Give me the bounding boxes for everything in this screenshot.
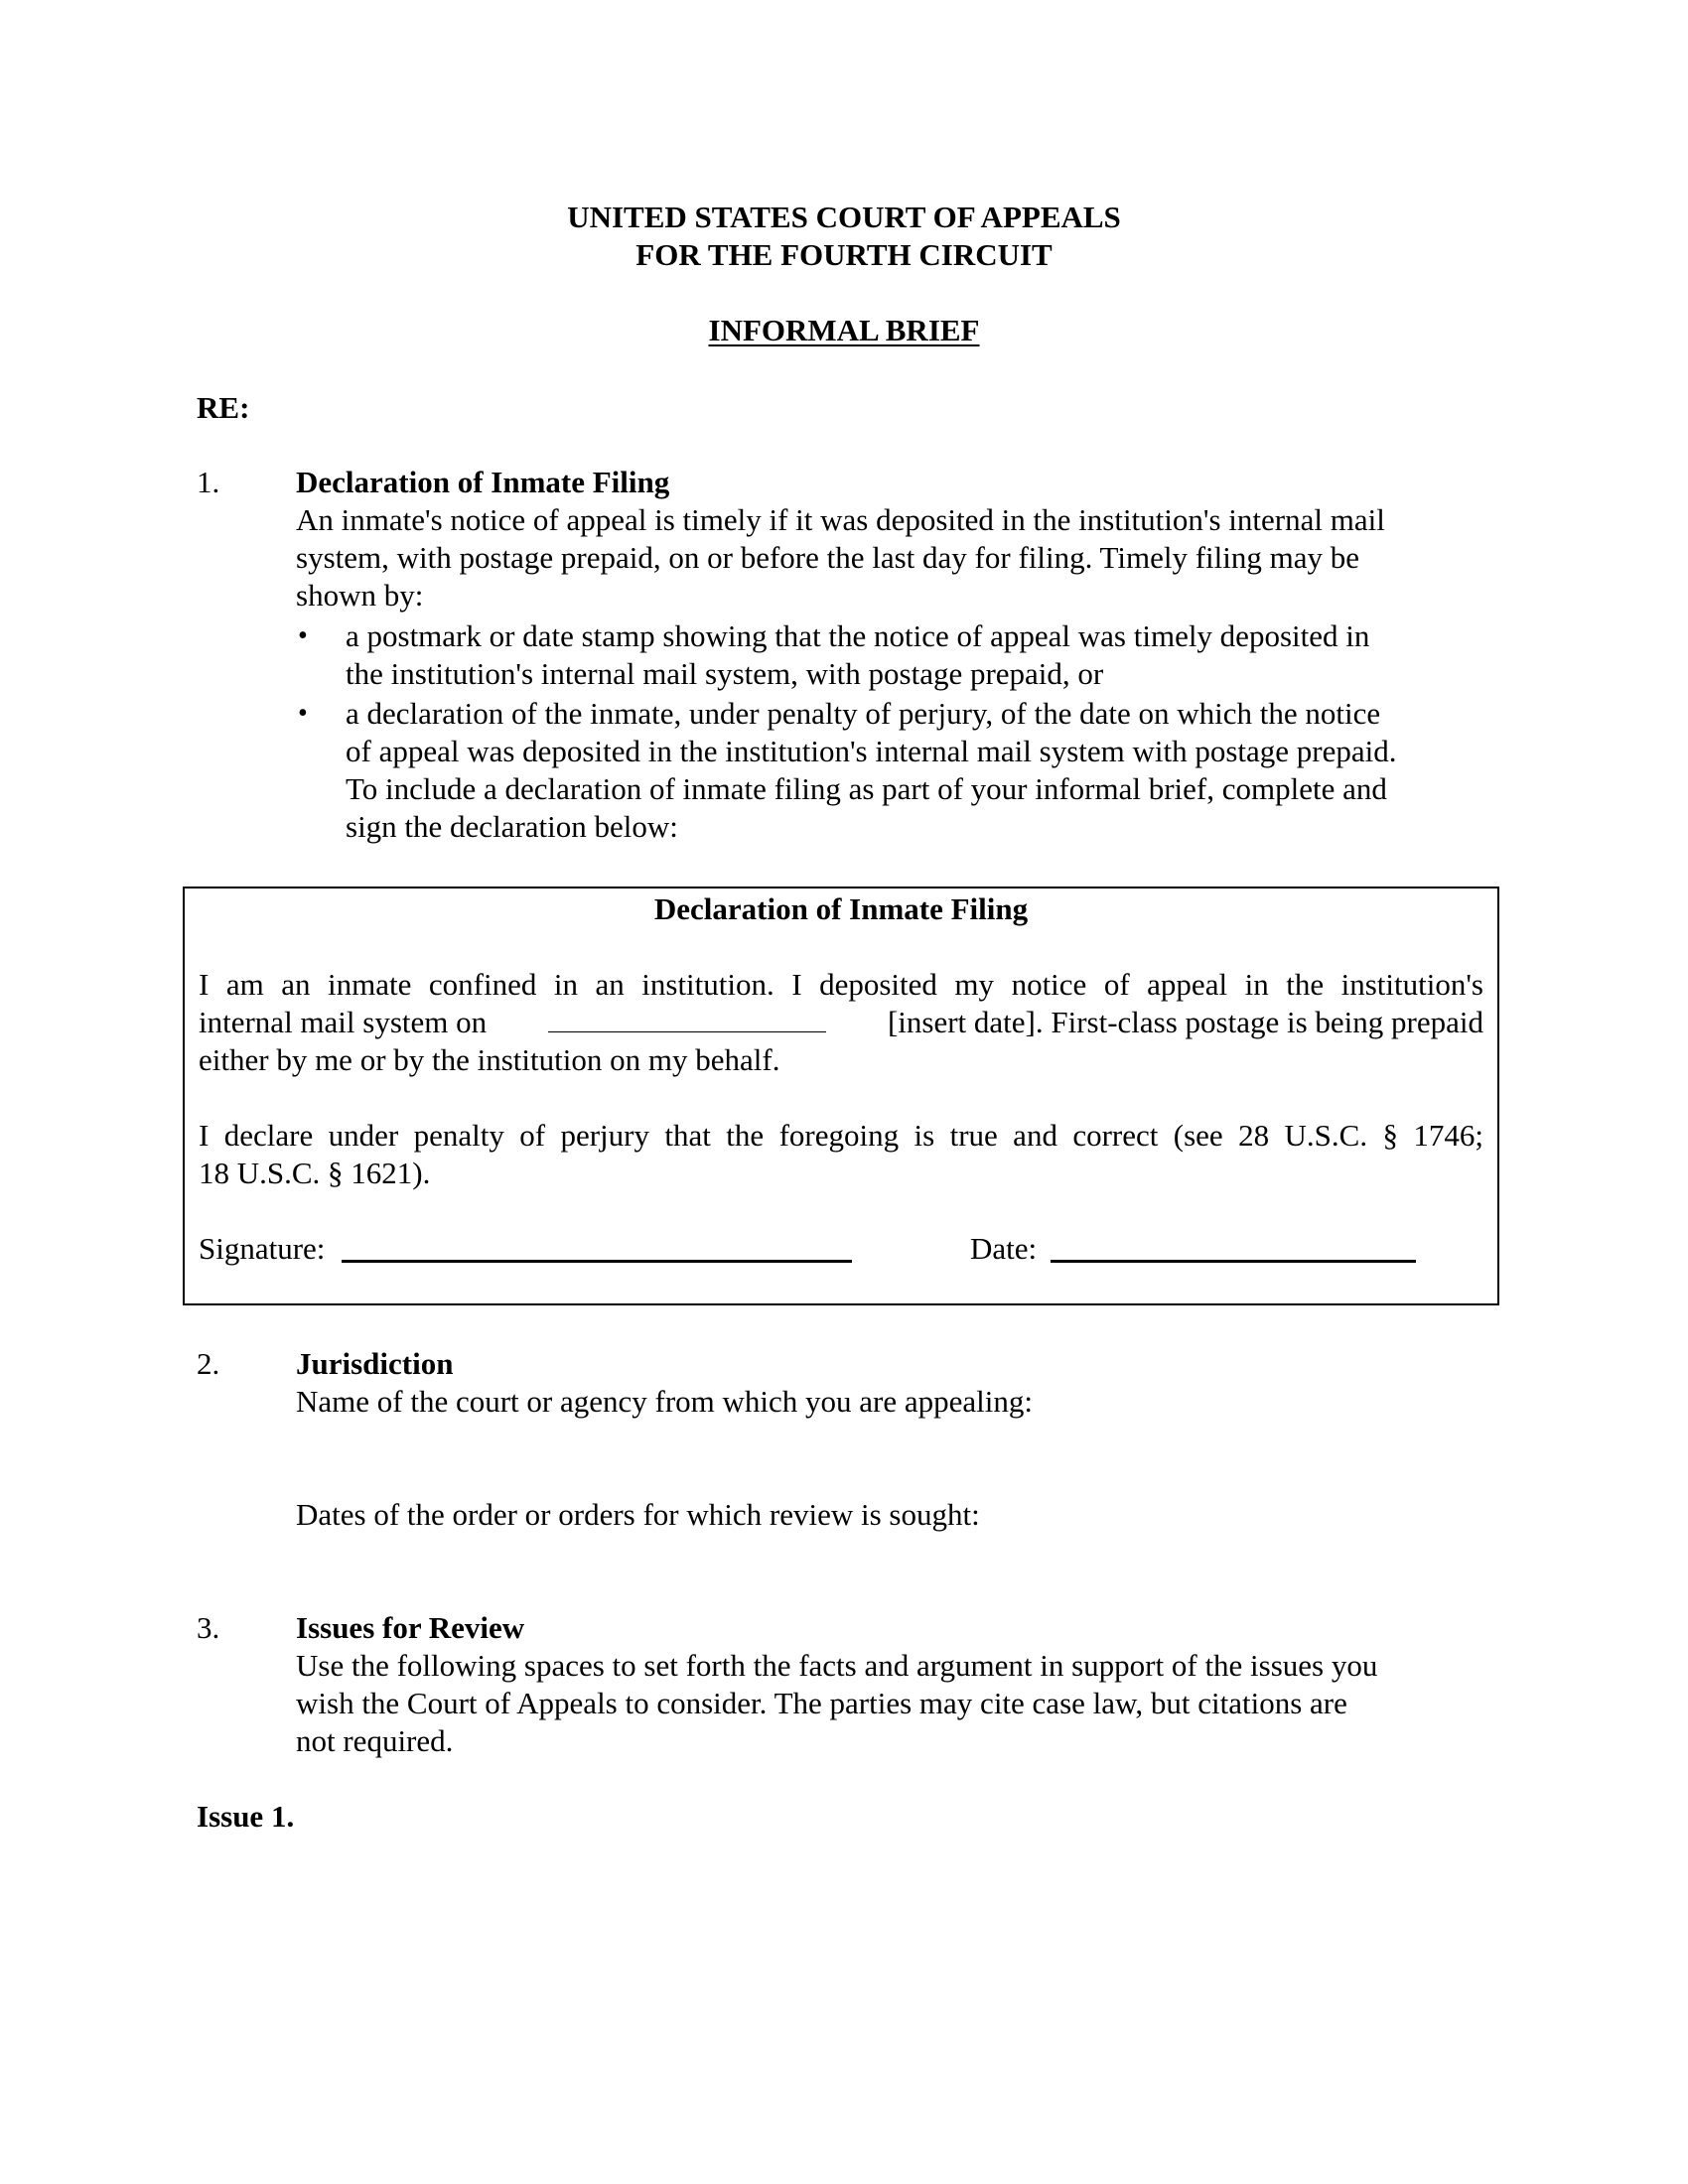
bullet2-line: a declaration of the inmate, under penalty of perjury, of the date on which the notice xyxy=(346,696,1381,731)
re-label: RE: xyxy=(197,390,250,425)
issue1-label: Issue 1. xyxy=(197,1799,295,1834)
document-title xyxy=(0,312,1688,349)
signature-label: Signature: xyxy=(199,1231,326,1266)
insert-date-blank[interactable] xyxy=(548,1006,826,1032)
section3-para-line: not required. xyxy=(296,1723,454,1758)
section3-number: 3. xyxy=(197,1610,220,1645)
bullet2-line: sign the declaration below: xyxy=(346,809,678,844)
section2-number: 2. xyxy=(197,1346,220,1381)
declaration-p1-line1: I am an inmate confined in an institution. I deposited my notice of appeal in the institution's xyxy=(199,967,1483,1002)
declaration-p1-line2-pre: internal mail system on xyxy=(199,1005,488,1039)
bullet1-line: a postmark or date stamp showing that the notice of appeal was timely deposited in xyxy=(346,618,1370,653)
bullet-icon: • xyxy=(298,620,308,651)
section3-heading: Issues for Review xyxy=(296,1610,525,1645)
court-agency-prompt: Name of the court or agency from which you are appealing: xyxy=(296,1384,1033,1419)
section2-heading: Jurisdiction xyxy=(296,1346,454,1381)
section1-para-line: system, with postage prepaid, on or before the last day for filing. Timely filing may be xyxy=(296,540,1360,575)
section3-para-line: Use the following spaces to set forth the facts and argument in support of the issues you xyxy=(296,1648,1378,1683)
declaration-p2-line1: I declare under penalty of perjury that the foregoing is true and correct (see 28 U.S.C. § 1746; xyxy=(199,1118,1483,1153)
section3-para-line: wish the Court of Appeals to consider. The parties may cite case law, but citations are xyxy=(296,1686,1347,1720)
section1-number: 1. xyxy=(197,465,220,499)
date-line[interactable] xyxy=(1051,1258,1416,1263)
court-name-line2: FOR THE FOURTH CIRCUIT xyxy=(635,237,1053,272)
bullet2-line: of appeal was deposited in the institution's internal mail system with postage prepaid. xyxy=(346,734,1397,768)
court-name-line1: UNITED STATES COURT OF APPEALS xyxy=(567,200,1121,234)
section1-para-line: An inmate's notice of appeal is timely if it was deposited in the institution's internal mail xyxy=(296,502,1385,537)
section1-heading: Declaration of Inmate Filing xyxy=(296,465,670,499)
declaration-p1-line2-post: [insert date]. First-class postage is being prepaid xyxy=(887,1005,1483,1039)
section1-para-line: shown by: xyxy=(296,578,424,613)
date-label: Date: xyxy=(970,1231,1038,1266)
declaration-p2-line2: 18 U.S.C. § 1621). xyxy=(199,1156,431,1190)
bullet2-line: To include a declaration of inmate filing as part of your informal brief, complete and xyxy=(346,771,1387,806)
order-dates-prompt: Dates of the order or orders for which review is sought: xyxy=(296,1497,980,1532)
declaration-heading: Declaration of Inmate Filing xyxy=(653,891,1029,926)
document-title-text: INFORMAL BRIEF xyxy=(708,313,980,347)
declaration-box xyxy=(183,887,1499,1305)
bullet1-line: the institution's internal mail system, with postage prepaid, or xyxy=(346,656,1104,691)
declaration-p1-line2 xyxy=(199,1004,1483,1041)
bullet-icon: • xyxy=(298,698,308,729)
signature-line[interactable] xyxy=(342,1258,852,1263)
declaration-p1-line3: either by me or by the institution on my behalf. xyxy=(199,1042,780,1077)
